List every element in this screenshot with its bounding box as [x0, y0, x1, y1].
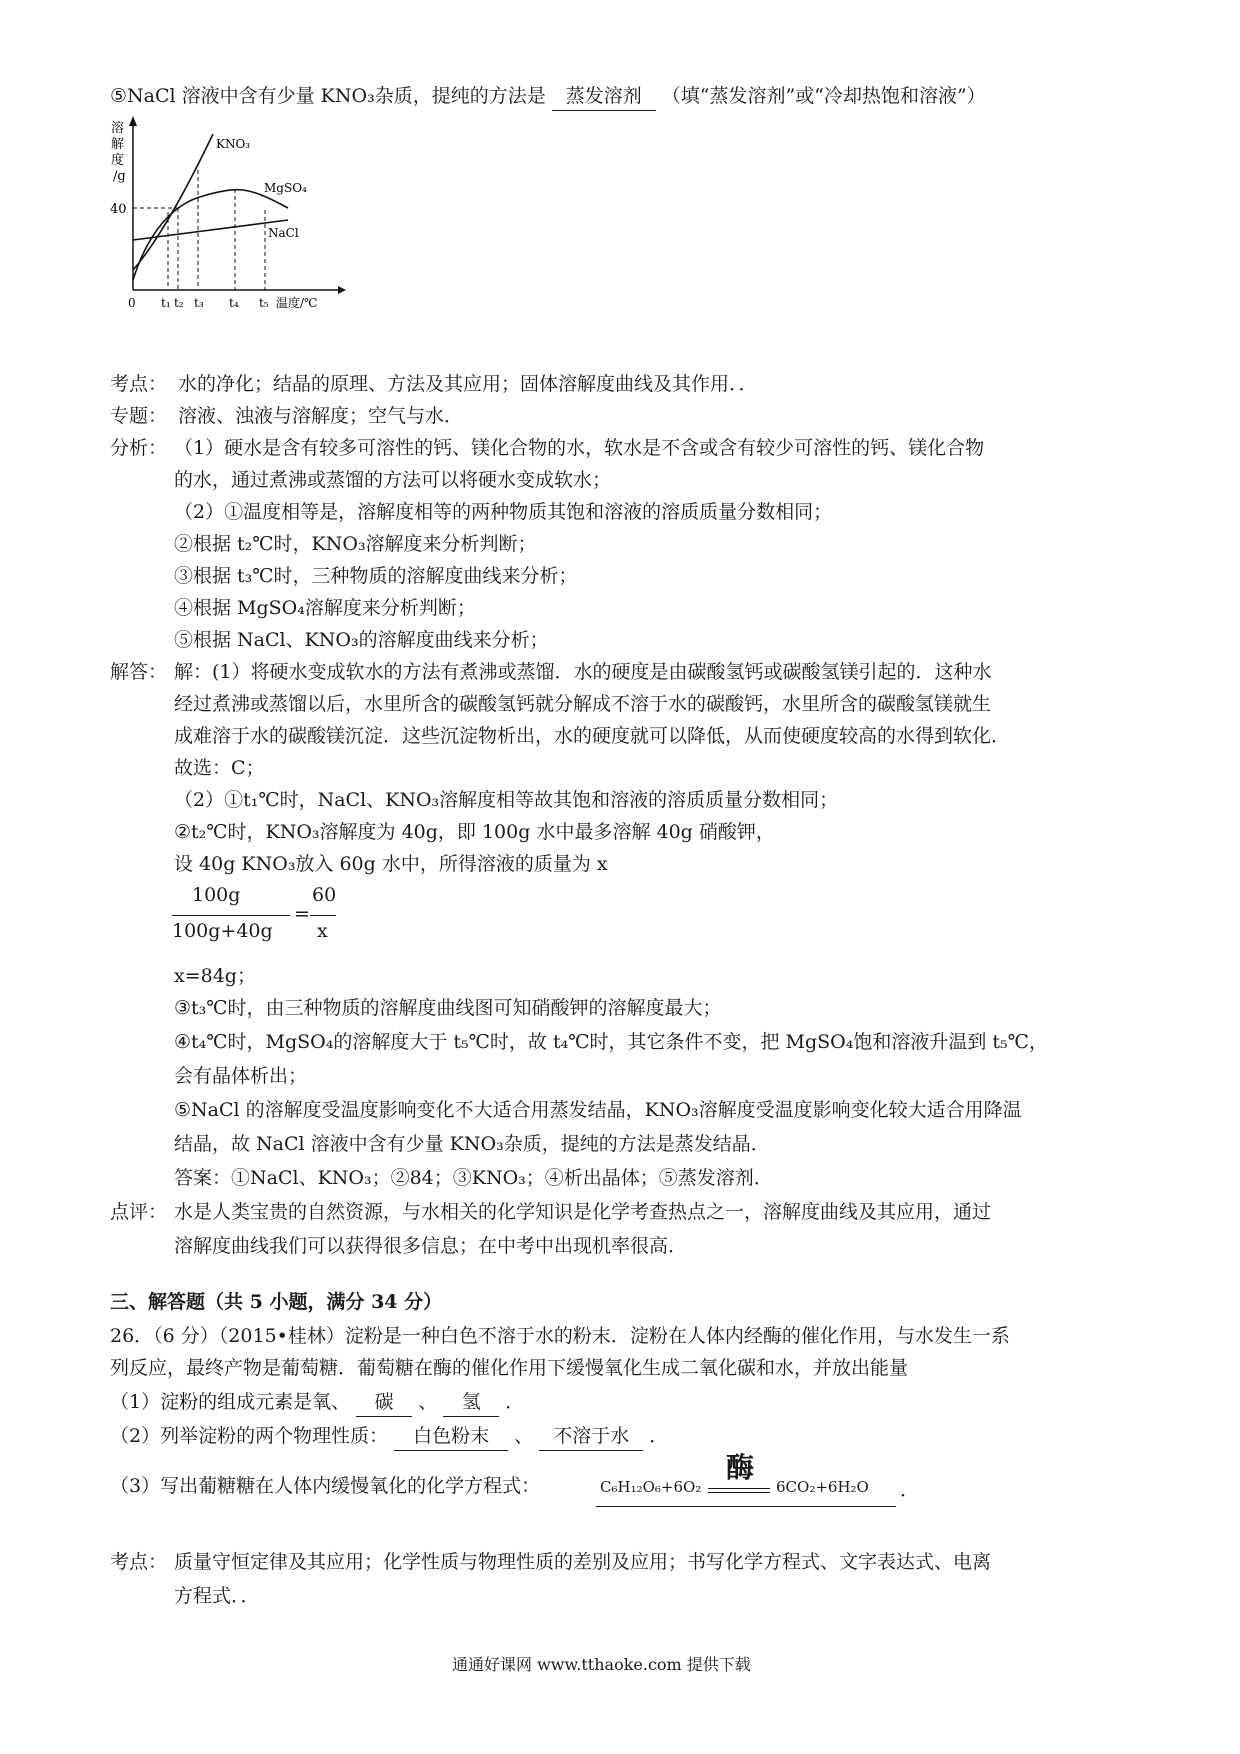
q26-sub1-answer2: 氢 — [443, 1388, 499, 1417]
fraction-equation — [172, 884, 342, 950]
xtick-t4: t₄ — [229, 296, 239, 310]
q5-suffix: （填“蒸发溶剂”或“冷却热饱和溶液”） — [661, 85, 986, 107]
kaodian2-label: 考点： — [110, 1551, 168, 1573]
kaodian-line — [110, 370, 758, 398]
footer-credit: 通通好课网 www.tthaoke.com 提供下载 — [452, 1655, 751, 1674]
q26-sub1-end: ． — [505, 1391, 525, 1413]
jieda-line-2: 经过煮沸或蒸馏以后，水里所含的碳酸氢钙就分解成不溶于水的碳酸钙，水里所含的碳酸氢镁就生 — [174, 693, 992, 715]
x-axis-arrow — [338, 286, 346, 294]
ylabel-c2: 解 — [111, 137, 125, 152]
chart-svg — [108, 112, 358, 344]
jieda-line-5: （2）①t₁℃时，NaCl、KNO₃溶解度相等故其饱和溶液的溶质质量分数相同； — [174, 789, 839, 811]
jieda-label: 解答： — [110, 661, 168, 683]
q26-sub2-answer2: 不溶于水 — [539, 1422, 643, 1451]
xlabel: 温度/℃ — [276, 296, 318, 310]
q26-sub2 — [110, 1422, 668, 1451]
fenxi-label: 分析： — [110, 437, 168, 459]
series-label-mgso4: MgSO₄ — [264, 181, 307, 195]
jieda-line-10: ④t₄℃时，MgSO₄的溶解度大于 t₅℃时，故 t₄℃时，其它条件不变，把 MgSO₄饱和溶液升温到 t₅℃， — [174, 1031, 1048, 1053]
kaodian-label: 考点： — [110, 373, 168, 395]
zhuanti-text: 溶液、浊液与溶解度；空气与水． — [178, 405, 464, 427]
jieda-line-8: x=84g； — [174, 965, 256, 987]
equation-rhs: 6CO₂+6H₂O — [776, 1478, 869, 1496]
ytick-40: 40 — [110, 202, 127, 217]
frac-left-numerator: 100g — [192, 884, 241, 906]
jieda-line-4: 故选：C； — [174, 757, 265, 779]
q26-sub1-answer1: 碳 — [356, 1388, 412, 1417]
q26-line-1: 26．（6 分）（2015•桂林）淀粉是一种白色不溶于水的粉末．淀粉在人体内经酶的催化作用，与水发生一系 — [110, 1325, 1010, 1347]
jieda-line-7: 设 40g KNO₃放入 60g 水中，所得溶液的质量为 x — [174, 853, 608, 875]
xtick-t5: t₅ — [259, 296, 269, 310]
q5-line — [110, 82, 986, 111]
q26-sub3-prefix: （3）写出葡糖糖在人体内缓慢氧化的化学方程式： — [110, 1475, 541, 1497]
jieda-line-12: ⑤NaCl 的溶解度受温度影响变化不大适合用蒸发结晶，KNO₃溶解度受温度影响变化较大适合用降温 — [174, 1099, 1022, 1121]
jieda-line-13: 结晶，故 NaCl 溶液中含有少量 KNO₃杂质，提纯的方法是蒸发结晶． — [174, 1133, 770, 1155]
kaodian2-line-2: 方程式．． — [174, 1585, 260, 1607]
dianping-line-2: 溶解度曲线我们可以获得很多信息；在中考中出现机率很高． — [174, 1235, 688, 1257]
q26-sub3-end: ． — [900, 1479, 920, 1501]
dianping-label: 点评： — [110, 1201, 168, 1223]
series-label-nacl: NaCl — [268, 226, 299, 240]
ylabel-c3: 度 — [111, 153, 125, 168]
origin-label: 0 — [128, 296, 136, 310]
q26-sub3 — [110, 1472, 540, 1500]
q26-sub2-sep: 、 — [514, 1425, 534, 1447]
jieda-line-6: ②t₂℃时，KNO₃溶解度为 40g，即 100g 水中最多溶解 40g 硝酸钾， — [174, 821, 775, 843]
q26-sub1 — [110, 1388, 524, 1417]
fenxi-line-3: （2）①温度相等是，溶解度相等的两种物质其饱和溶液的溶质质量分数相同； — [174, 501, 833, 523]
q26-line-2: 列反应，最终产物是葡萄糖．葡萄糖在酶的催化作用下缓慢氧化生成二氧化碳和水，并放出能量 — [110, 1357, 909, 1379]
q26-sub2-end: ． — [649, 1425, 669, 1447]
equation-bar-bottom — [708, 1492, 770, 1493]
equation-lhs: C₆H₁₂O₆+6O₂ — [600, 1478, 702, 1496]
xtick-t1: t₁ — [161, 296, 171, 310]
jieda-line-9: ③t₃℃时，由三种物质的溶解度曲线图可知硝酸钾的溶解度最大； — [174, 997, 722, 1019]
ylabel-c1: 溶 — [111, 121, 125, 136]
ylabel-c4: /g — [113, 169, 126, 184]
dianping-line-1: 水是人类宝贵的自然资源，与水相关的化学知识是化学考查热点之一，溶解度曲线及其应用，通过 — [174, 1201, 992, 1223]
q26-sub2-prefix: （2）列举淀粉的两个物理性质： — [110, 1425, 389, 1447]
guide-lines — [133, 170, 265, 290]
xtick-t3: t₃ — [194, 296, 204, 310]
zhuanti-line — [110, 402, 463, 430]
kaodian2-line-1: 质量守恒定律及其应用；化学性质与物理性质的差别及应用；书写化学方程式、文字表达式、电离 — [174, 1551, 992, 1573]
equation-bar-top — [708, 1488, 770, 1489]
q26-sub3-equation — [596, 1451, 896, 1507]
zhuanti-label: 专题： — [110, 405, 168, 427]
solubility-chart — [108, 112, 358, 344]
kaodian-text: 水的净化；结晶的原理、方法及其应用；固体溶解度曲线及其作用．． — [178, 373, 758, 395]
q26-sub1-sep: 、 — [418, 1391, 438, 1413]
frac-equals: = — [294, 903, 310, 925]
frac-right-bar — [310, 915, 336, 916]
xtick-t2: t₂ — [174, 296, 184, 310]
q5-prefix: ⑤NaCl 溶液中含有少量 KNO₃杂质，提纯的方法是 — [110, 85, 546, 107]
fenxi-line-4: ②根据 t₂℃时，KNO₃溶解度来分析判断； — [174, 533, 537, 555]
q5-answer: 蒸发溶剂 — [552, 82, 656, 111]
fenxi-line-6: ④根据 MgSO₄溶解度来分析判断； — [174, 597, 476, 619]
fenxi-line-2: 的水，通过煮沸或蒸馏的方法可以将硬水变成软水； — [174, 469, 612, 491]
series-label-kno3: KNO₃ — [216, 137, 251, 151]
frac-right-numerator: 60 — [312, 884, 337, 906]
q26-sub2-answer1: 白色粉末 — [394, 1422, 508, 1451]
frac-left-denominator: 100g+40g — [172, 920, 273, 942]
y-axis-arrow — [129, 116, 137, 126]
equation-condition: 酶 — [726, 1451, 755, 1484]
jieda-line-11: 会有晶体析出； — [174, 1065, 308, 1087]
jieda-line-14: 答案：①NaCl、KNO₃；②84；③KNO₃；④析出晶体；⑤蒸发溶剂． — [174, 1167, 773, 1189]
jieda-line-3: 成难溶于水的碳酸镁沉淀．这些沉淀物析出，水的硬度就可以降低，从而使硬度较高的水得到软化． — [174, 725, 1011, 747]
frac-left-bar — [172, 915, 290, 916]
section3-title: 三、解答题（共 5 小题，满分 34 分） — [110, 1291, 443, 1313]
frac-right-denominator: x — [317, 920, 328, 942]
fenxi-line-7: ⑤根据 NaCl、KNO₃的溶解度曲线来分析； — [174, 629, 549, 651]
fenxi-line-1: （1）硬水是含有较多可溶性的钙、镁化合物的水，软水是不含或含有较少可溶性的钙、镁化合物 — [174, 437, 985, 459]
jieda-line-1: 解：(1）将硬水变成软水的方法有煮沸或蒸馏．水的硬度是由碳酸氢钙或碳酸氢镁引起的．这种水 — [174, 661, 992, 683]
q26-sub1-prefix: （1）淀粉的组成元素是氧、 — [110, 1391, 351, 1413]
fenxi-line-5: ③根据 t₃℃时，三种物质的溶解度曲线来分析； — [174, 565, 578, 587]
